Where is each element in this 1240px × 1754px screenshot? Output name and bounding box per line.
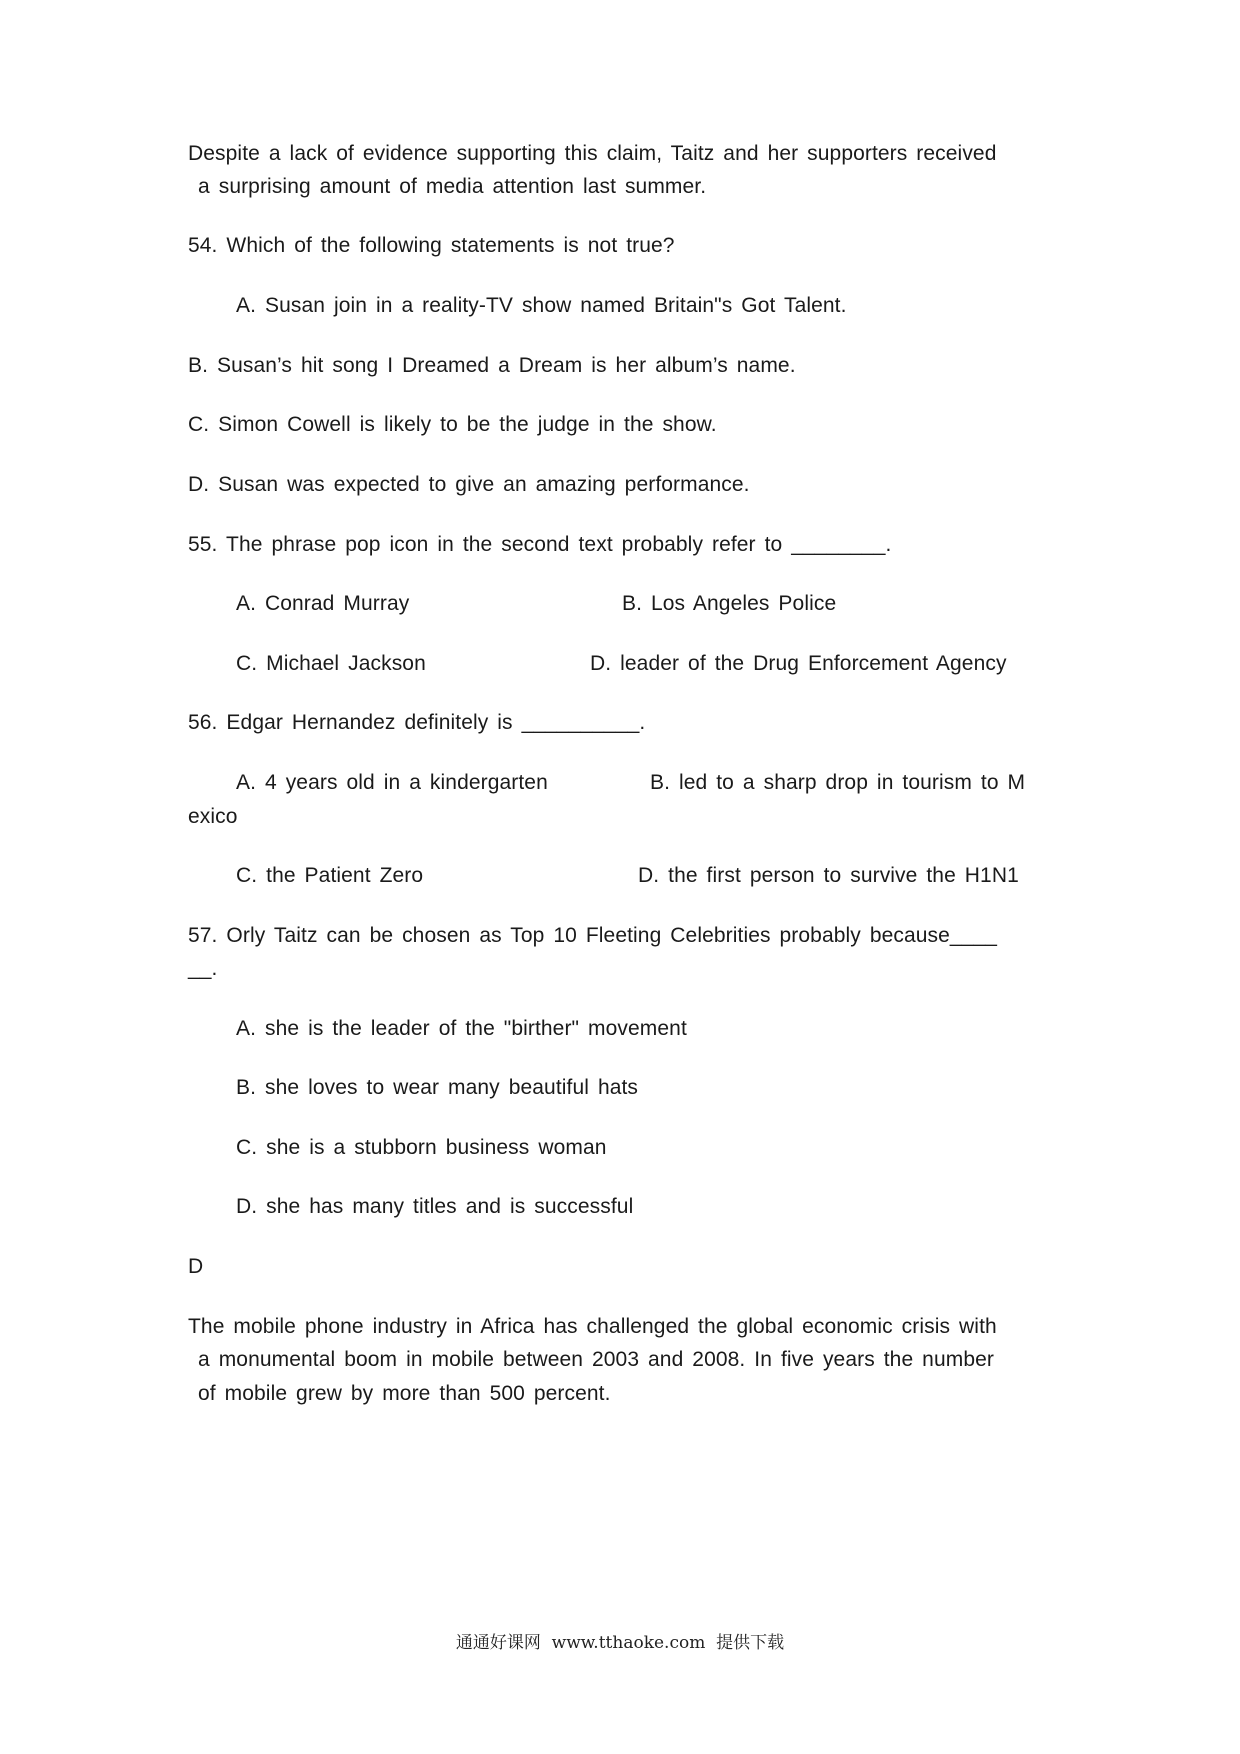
q56-option-a: A. 4 years old in a kindergarten — [236, 771, 548, 794]
q55-option-b: B. Los Angeles Police — [622, 592, 837, 615]
section-label-d: D — [188, 1255, 204, 1278]
question-57-continued: __. — [188, 957, 218, 980]
q57-option-a: A. she is the leader of the "birther" movement — [236, 1017, 687, 1040]
question-55: 55. The phrase pop icon in the second text probably refer to ________. — [188, 533, 892, 556]
q54-option-a: A. Susan join in a reality-TV show named Britain"s Got Talent. — [236, 294, 847, 317]
q57-option-d: D. she has many titles and is successful — [236, 1195, 634, 1218]
passage-line: Despite a lack of evidence supporting this claim, Taitz and her supporters received — [188, 142, 997, 165]
q54-option-b: B. Susan’s hit song I Dreamed a Dream is her album’s name. — [188, 354, 796, 377]
passage-line: a surprising amount of media attention last summer. — [198, 175, 707, 198]
page-footer: 通通好课网 www.tthaoke.com 提供下载 — [455, 1633, 785, 1653]
q54-option-c: C. Simon Cowell is likely to be the judge in the show. — [188, 413, 717, 436]
q57-option-b: B. she loves to wear many beautiful hats — [236, 1076, 639, 1099]
q56-option-d: D. the first person to survive the H1N1 — [638, 864, 1019, 887]
q55-option-d: D. leader of the Drug Enforcement Agency — [590, 652, 1007, 675]
passage-d-line: The mobile phone industry in Africa has challenged the global economic crisis with — [188, 1315, 997, 1338]
question-57: 57. Orly Taitz can be chosen as Top 10 Fleeting Celebrities probably because____ — [188, 924, 998, 947]
q56-option-c: C. the Patient Zero — [236, 864, 424, 887]
q54-option-d: D. Susan was expected to give an amazing performance. — [188, 473, 750, 496]
q56-option-b: B. led to a sharp drop in tourism to M — [650, 771, 1026, 794]
passage-d-line: of mobile grew by more than 500 percent. — [198, 1382, 611, 1405]
question-56: 56. Edgar Hernandez definitely is __________. — [188, 711, 646, 734]
q55-option-a: A. Conrad Murray — [236, 592, 410, 615]
q57-option-c: C. she is a stubborn business woman — [236, 1136, 607, 1159]
q55-option-c: C. Michael Jackson — [236, 652, 426, 675]
passage-d-line: a monumental boom in mobile between 2003 and 2008. In five years the number — [198, 1348, 994, 1371]
question-54: 54. Which of the following statements is not true? — [188, 234, 675, 257]
q56-option-b-continued: exico — [188, 805, 238, 828]
